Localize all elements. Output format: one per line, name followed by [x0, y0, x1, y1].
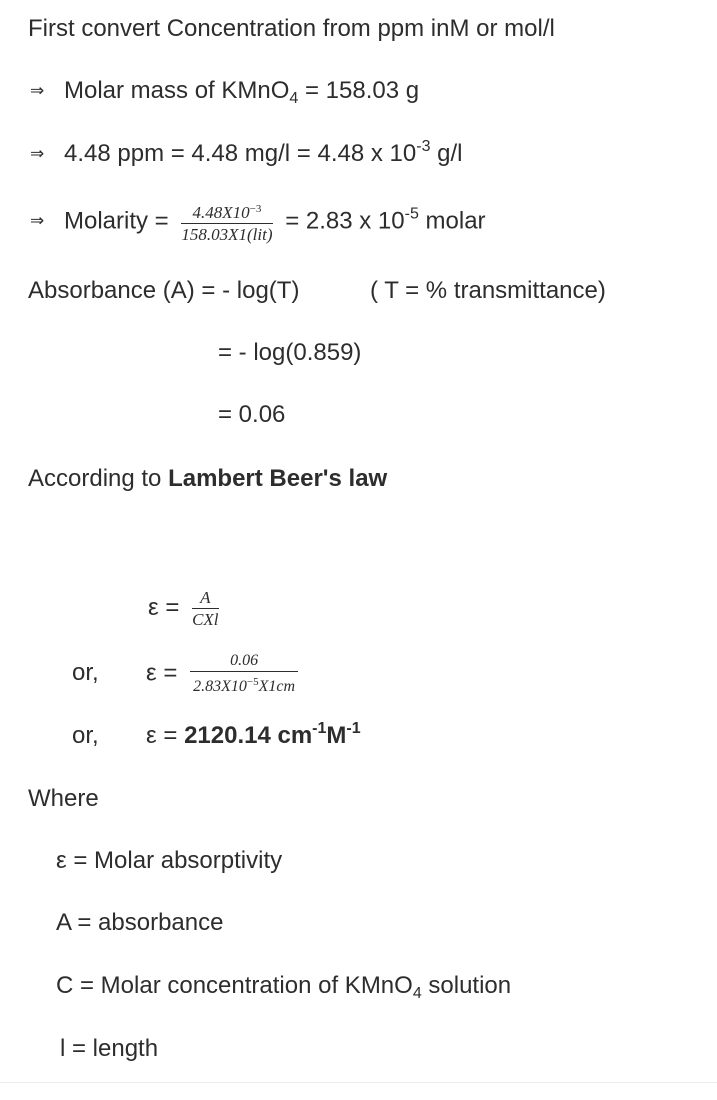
molar-mass-line [30, 76, 419, 106]
length-definition: l = length [60, 1035, 159, 1062]
intro-label: First convert Concentration from ppm inM or mol/l [28, 15, 555, 42]
equation-1-numerator: A [192, 588, 218, 609]
implies-arrow-icon: ⇒ [30, 81, 45, 100]
concentration-subscript: 4 [412, 985, 422, 1002]
equation-2-fraction [190, 652, 298, 696]
molarity-line [30, 200, 486, 244]
absorbance-log-value: = - log(0.859) [218, 339, 362, 366]
equation-2-denominator-exponent: −5 [246, 676, 259, 688]
molarity-result: = 2.83 x 10 [285, 207, 405, 235]
law-intro-text: According to [28, 465, 169, 492]
molarity-result-exponent: -5 [404, 205, 419, 223]
molarity-denominator: 158.03X1(lit) [181, 225, 273, 244]
ppm-unit: g/l [430, 140, 463, 167]
implies-arrow-icon: ⇒ [30, 144, 45, 163]
bottom-divider [0, 1082, 717, 1083]
implies-arrow-icon: ⇒ [30, 211, 45, 231]
ppm-text: 4.48 ppm = 4.48 mg/l = 4.48 x 10 [64, 140, 417, 167]
equation-1-denominator: CXl [192, 610, 219, 630]
epsilon-symbol: ε = [146, 659, 178, 687]
equation-1 [148, 588, 225, 629]
law-heading [28, 464, 387, 494]
epsilon-definition: ε = Molar absorptivity [56, 847, 283, 874]
molar-mass-text: Molar mass of KMnO [64, 77, 290, 104]
definition-length [60, 1034, 158, 1064]
definition-absorbance [56, 908, 223, 938]
where-heading [28, 784, 99, 814]
or-text: or, [72, 659, 99, 686]
absorbance-line-1 [28, 276, 299, 306]
or-label-1 [72, 658, 99, 688]
molarity-numerator: 4.48X10 [192, 203, 250, 222]
absorbance-line-2 [218, 338, 361, 368]
molarity-numerator-exponent: −3 [249, 203, 262, 215]
where-label: Where [28, 785, 99, 812]
molar-absorptivity-result: 2120.14 cm [184, 722, 313, 749]
concentration-definition: C = Molar concentration of KMnO [56, 972, 413, 999]
definition-concentration [56, 971, 511, 1001]
molarity-result-unit: molar [418, 207, 486, 235]
transmittance-note [370, 276, 606, 306]
definition-epsilon [56, 846, 282, 876]
absorbance-formula: Absorbance (A) = - log(T) [28, 277, 300, 304]
molar-exponent: -1 [346, 720, 361, 737]
ppm-exponent: -3 [416, 138, 431, 155]
cm-exponent: -1 [312, 720, 327, 737]
equation-1-fraction [192, 588, 218, 629]
equation-2-denominator: 2.83X10 [193, 678, 247, 695]
absorbance-result: = 0.06 [218, 401, 286, 428]
transmittance-note-text: ( T = % transmittance) [370, 277, 606, 304]
equation-2-denominator-unit: X1cm [258, 678, 296, 695]
concentration-definition-end: solution [421, 972, 512, 999]
or-label-2 [72, 721, 99, 751]
equation-2-numerator: 0.06 [190, 652, 298, 672]
molar-unit: M [326, 722, 347, 749]
absorbance-line-3 [218, 400, 285, 430]
epsilon-symbol: ε = [146, 722, 185, 749]
epsilon-symbol: ε = [148, 594, 180, 621]
molar-mass-value: = 158.03 g [298, 77, 420, 104]
law-name: Lambert Beer's law [168, 465, 388, 492]
equation-2 [146, 652, 304, 696]
equation-3 [146, 721, 361, 751]
absorbance-definition: A = absorbance [56, 909, 224, 936]
ppm-line [30, 139, 462, 169]
or-text: or, [72, 722, 99, 749]
molarity-label: Molarity = [64, 207, 169, 235]
molar-mass-subscript: 4 [289, 90, 299, 107]
intro-text [28, 14, 555, 44]
molarity-fraction [181, 200, 272, 244]
